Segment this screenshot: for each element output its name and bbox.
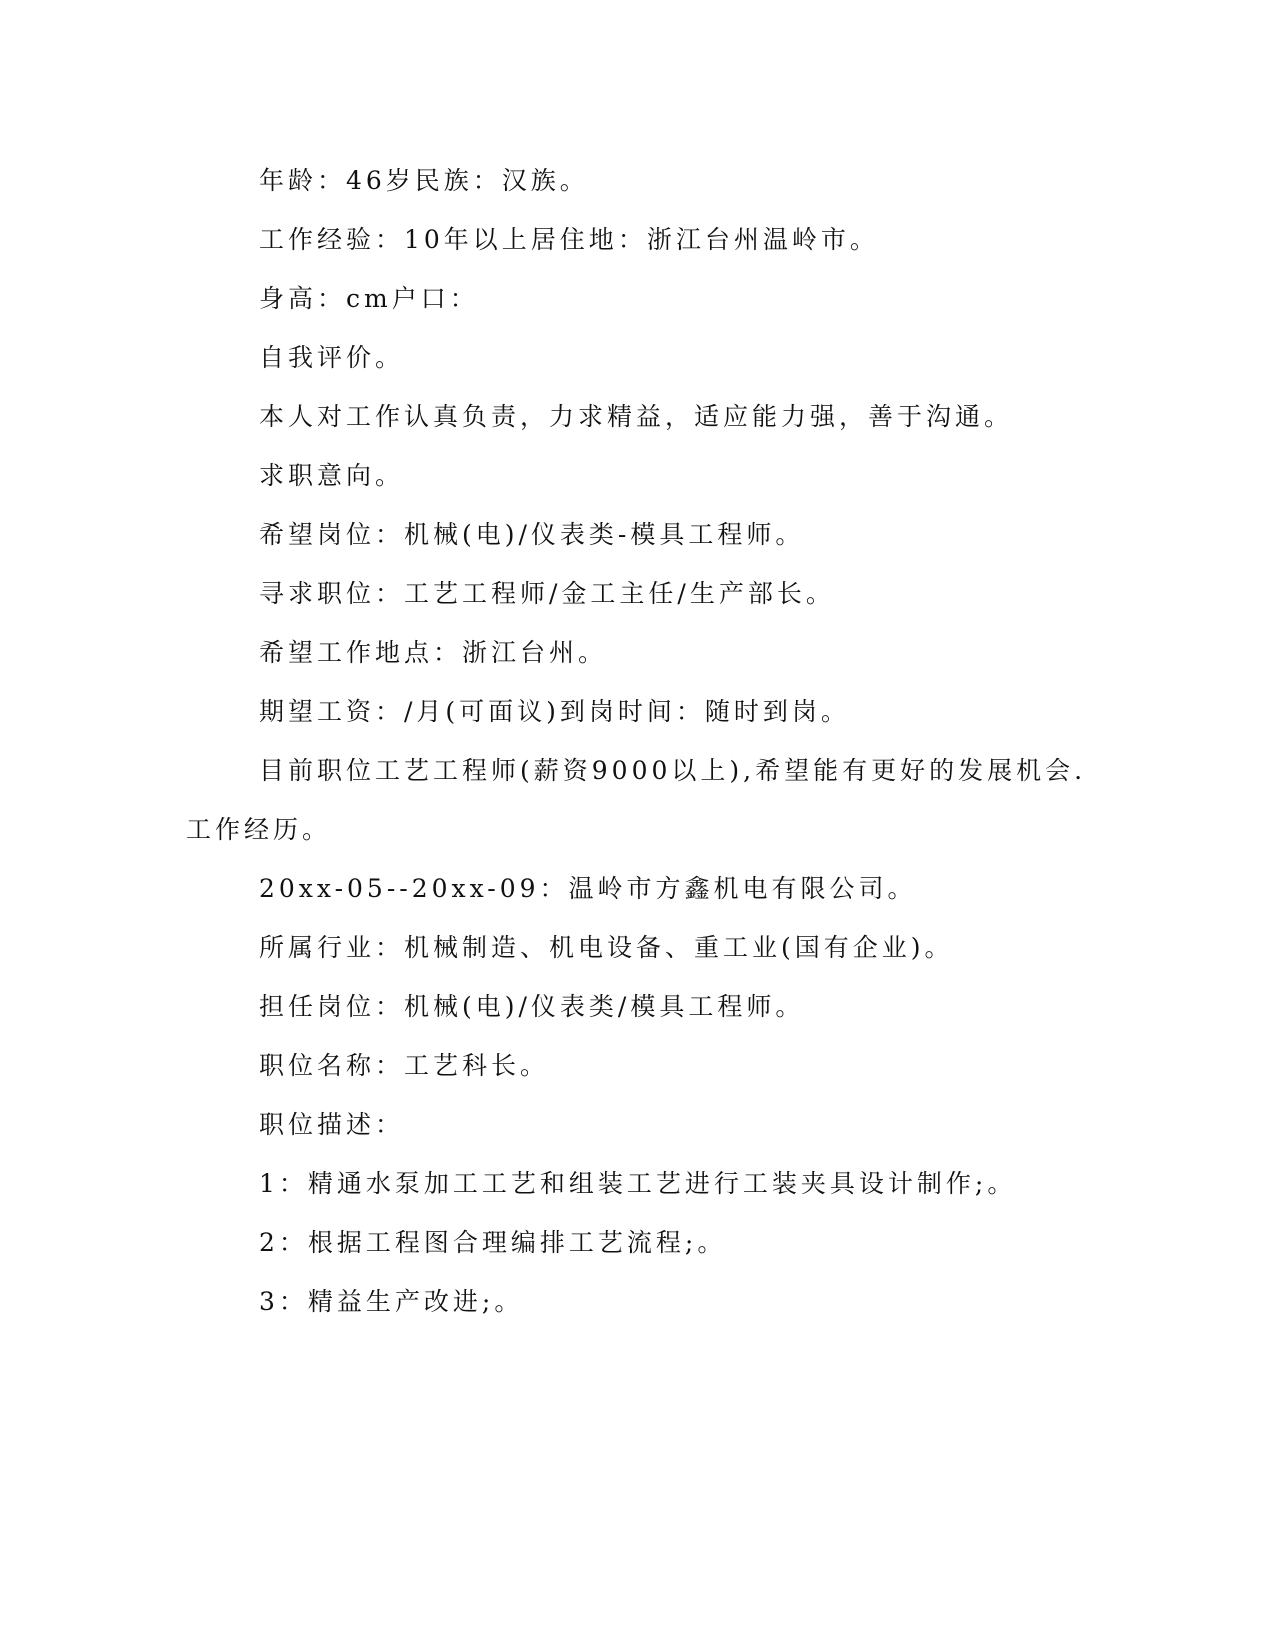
desired-location-line: 希望工作地点：浙江台州。 xyxy=(259,638,608,667)
position-description-heading: 职位描述： xyxy=(259,1110,405,1139)
current-position-line: 目前职位工艺工程师(薪资9000以上),希望能有更好的发展机会. xyxy=(259,756,1087,785)
height-hukou-line: 身高：cm户口： xyxy=(259,284,479,313)
self-evaluation-text: 本人对工作认真负责，力求精益，适应能力强，善于沟通。 xyxy=(259,402,1014,431)
duty-item-2: 2：根据工程图合理编排工艺流程;。 xyxy=(259,1228,727,1257)
position-title-line: 职位名称：工艺科长。 xyxy=(259,1051,550,1080)
desired-position-line: 希望岗位：机械(电)/仪表类-模具工程师。 xyxy=(259,520,805,549)
job-intention-heading: 求职意向。 xyxy=(259,461,405,490)
salary-availability-line: 期望工资：/月(可面议)到岗时间：随时到岗。 xyxy=(259,697,850,726)
held-position-line: 担任岗位：机械(电)/仪表类/模具工程师。 xyxy=(259,992,805,1021)
duty-item-1: 1：精通水泵加工工艺和组装工艺进行工装夹具设计制作;。 xyxy=(259,1169,1017,1198)
employment-period-line: 20xx-05--20xx-09：温岭市方鑫机电有限公司。 xyxy=(259,874,917,903)
self-evaluation-heading: 自我评价。 xyxy=(259,343,405,372)
experience-residence-line: 工作经验：10年以上居住地：浙江台州温岭市。 xyxy=(259,225,879,254)
sought-position-line: 寻求职位：工艺工程师/金工主任/生产部长。 xyxy=(259,579,835,608)
duty-item-3: 3：精益生产改进;。 xyxy=(259,1287,524,1316)
work-history-heading: 工作经历。 xyxy=(186,815,332,844)
industry-line: 所属行业：机械制造、机电设备、重工业(国有企业)。 xyxy=(259,933,954,962)
age-ethnicity-line: 年龄：46岁民族：汉族。 xyxy=(259,166,589,195)
